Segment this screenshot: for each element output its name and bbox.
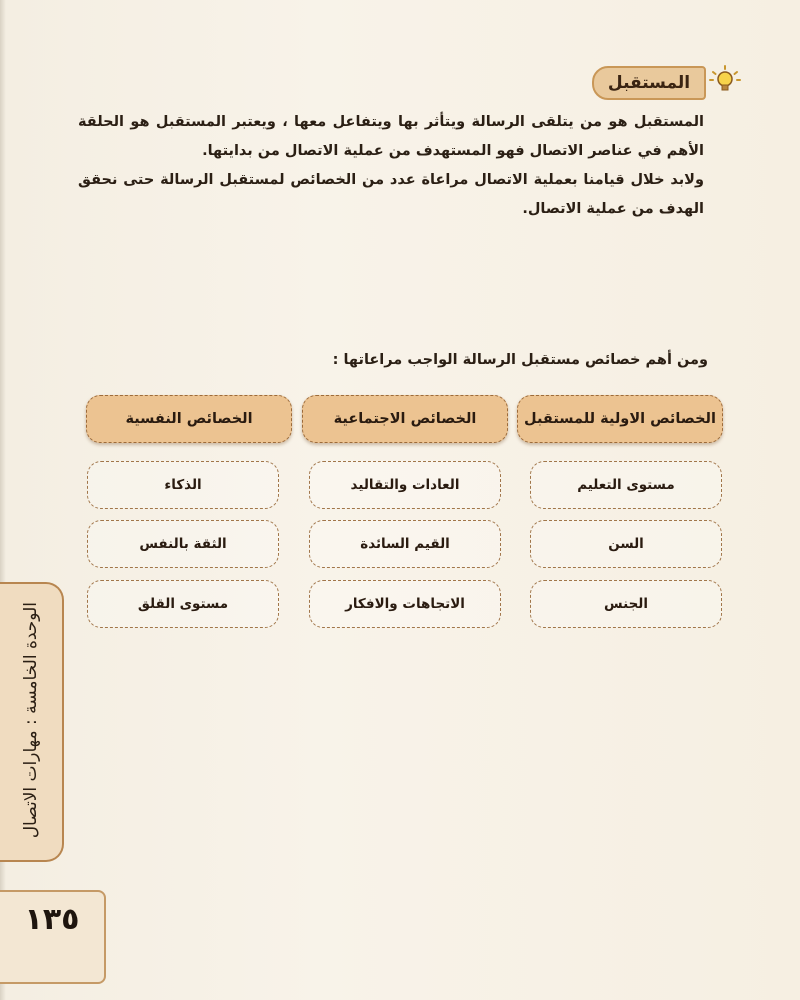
cell-primary-2: السن	[530, 520, 722, 568]
section-title: المستقبل	[592, 66, 706, 100]
unit-title: الوحدة الخامسة : مهارات الاتصال	[21, 601, 41, 839]
cell-primary-3: الجنس	[530, 580, 722, 628]
light-bulb-icon	[708, 64, 742, 98]
cell-primary-1: مستوى التعليم	[530, 461, 722, 509]
cell-psychological-2: الثقة بالنفس	[87, 520, 279, 568]
table-intro: ومن أهم خصائص مستقبل الرسالة الواجب مراعاتها :	[332, 352, 708, 368]
column-header-psychological: الخصائص النفسية	[86, 395, 292, 443]
unit-side-label	[6, 590, 56, 850]
cell-social-3: الاتجاهات والافكار	[309, 580, 501, 628]
paragraph-definition: المستقبل هو من يتلقى الرسالة ويتأثر بها ويتفاعل معها ، ويعتبر المستقبل هو الحلقة الأهم في عناصر الاتصال فهو المستهدف من عملية الاتصال من بدايتها.	[78, 114, 704, 159]
column-header-social: الخصائص الاجتماعية	[302, 395, 508, 443]
column-header-primary: الخصائص الاولية للمستقبل	[517, 395, 723, 443]
cell-social-1: العادات والتقاليد	[309, 461, 501, 509]
section-heading	[596, 62, 746, 100]
cell-psychological-3: مستوى القلق	[87, 580, 279, 628]
cell-social-2: القيم السائدة	[309, 520, 501, 568]
page-number: ١٣٥	[24, 902, 80, 937]
cell-psychological-1: الذكاء	[87, 461, 279, 509]
paragraph-requirement: ولابد خلال قيامنا بعملية الاتصال مراعاة عدد من الخصائص لمستقبل الرسالة حتى نحقق الهدف من عملية الاتصال.	[78, 172, 704, 217]
